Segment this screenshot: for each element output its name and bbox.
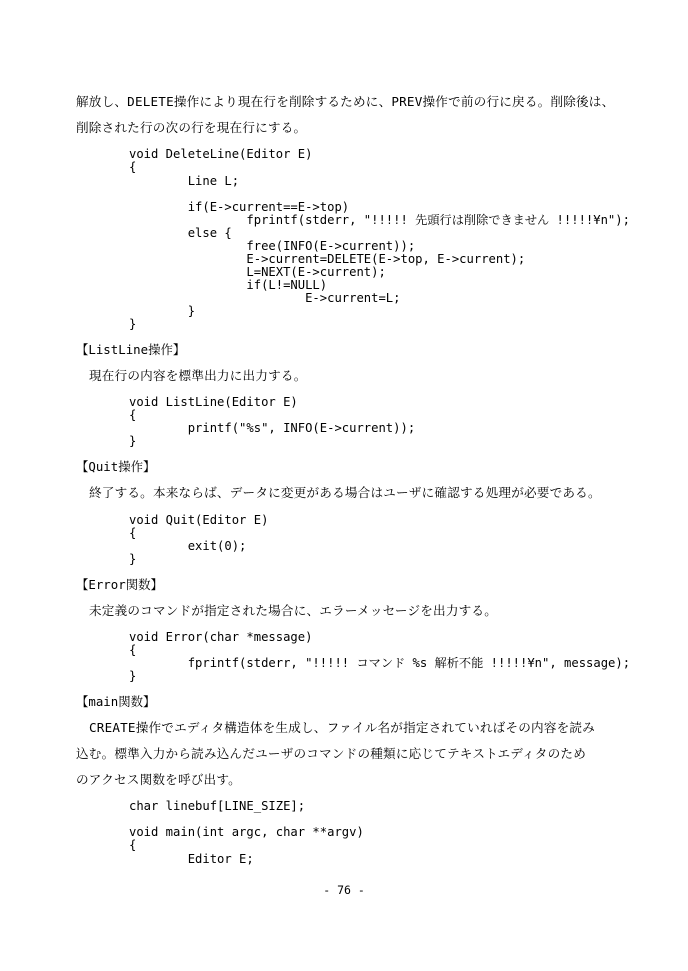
code-line: }	[129, 552, 137, 566]
section-heading-quit: 【Quit操作】	[76, 459, 156, 474]
section-text-listline: 現在行の内容を標準出力に出力する。	[89, 368, 307, 383]
section-text-main-2: 込む。標準入力から読み込んだユーザのコマンドの種類に応じてテキストエディタのため	[76, 746, 586, 761]
section-text-error: 未定義のコマンドが指定された場合に、エラーメッセージを出力する。	[89, 603, 498, 618]
code-line: }	[129, 669, 137, 683]
code-line: void main(int argc, char **argv)	[129, 825, 364, 839]
code-line: {	[129, 408, 137, 422]
code-line: free(INFO(E->current));	[129, 239, 416, 253]
code-line: exit(0);	[129, 539, 247, 553]
code-line: {	[129, 838, 137, 852]
code-line: printf("%s", INFO(E->current));	[129, 421, 416, 435]
code-line: }	[129, 304, 196, 318]
section-heading-listline: 【ListLine操作】	[76, 342, 186, 357]
code-line: fprintf(stderr, "!!!!! 先頭行は削除できません !!!!!¥n");	[129, 213, 630, 227]
code-line: {	[129, 160, 137, 174]
page-number: - 76 -	[323, 883, 365, 897]
code-line: {	[129, 643, 137, 657]
section-text-quit: 終了する。本来ならば、データに変更がある場合はユーザに確認する処理が必要である。	[89, 485, 601, 500]
code-line: Editor E;	[129, 852, 254, 866]
code-line: }	[129, 434, 137, 448]
section-heading-error: 【Error関数】	[76, 577, 163, 592]
code-line: void DeleteLine(Editor E)	[129, 147, 313, 161]
code-line: }	[129, 317, 137, 331]
code-line: if(L!=NULL)	[129, 278, 328, 292]
code-line: else {	[129, 226, 232, 240]
code-line: if(E->current==E->top)	[129, 200, 350, 214]
code-line: char linebuf[LINE_SIZE];	[129, 799, 306, 813]
code-line: E->current=L;	[129, 291, 401, 305]
intro-line-1: 解放し、DELETE操作により現在行を削除するために、PREV操作で前の行に戻る。削除後は、	[76, 94, 615, 109]
section-heading-main: 【main関数】	[76, 694, 156, 709]
code-line: fprintf(stderr, "!!!!! コマンド %s 解析不能 !!!!!¥n", message);	[129, 656, 631, 670]
code-line: L=NEXT(E->current);	[129, 265, 386, 279]
code-line: void Error(char *message)	[129, 630, 313, 644]
section-text-main-1: CREATE操作でエディタ構造体を生成し、ファイル名が指定されていればその内容を読み	[89, 720, 596, 735]
code-line: Line L;	[129, 174, 240, 188]
code-line: void Quit(Editor E)	[129, 513, 269, 527]
code-line: void ListLine(Editor E)	[129, 395, 298, 409]
code-line: {	[129, 526, 137, 540]
code-line: E->current=DELETE(E->top, E->current);	[129, 252, 526, 266]
section-text-main-3: のアクセス関数を呼び出す。	[76, 772, 241, 787]
intro-line-2: 削除された行の次の行を現在行にする。	[76, 120, 307, 135]
